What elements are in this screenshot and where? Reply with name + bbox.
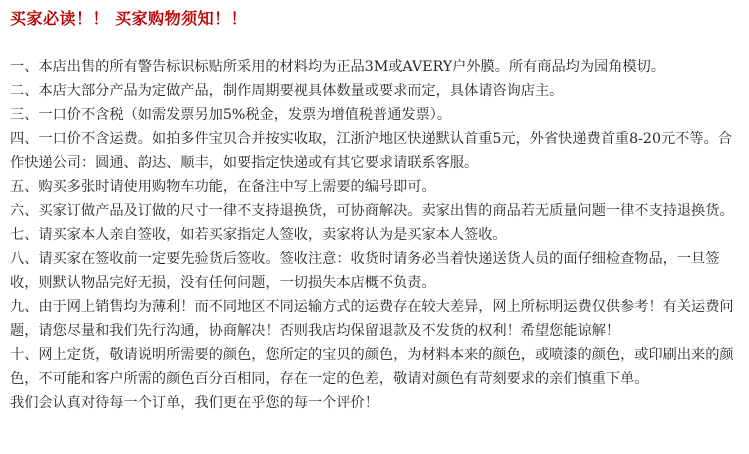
notice-item-closing: 我们会认真对待每一个订单，我们更在乎您的每一个评价！: [10, 395, 379, 411]
notice-item-freight: 九、由于网上销售均为薄利！而不同地区不同运输方式的运费存在较大差异，网上所标明运费仅供参考！有关运费问题，请您尽量和我们先行沟通，协商解决！否则我店均保留退款及不发货的权利！希望您能谅解！: [10, 299, 734, 339]
notice-item-signing: 七、请买家本人亲自签收，如若买家指定人签收，卖家将认为是买家本人签收。: [10, 227, 507, 243]
notice-item-shipping: 四、一口价不含运费。如拍多件宝贝合并按实收取，江浙沪地区快递默认首重5元，外省快递费首重8-20元不等。合作快递公司：圆通、韵达、顺丰，如要指定快递或有其它要求请联系客服。: [10, 131, 732, 171]
notice-item-tax: 三、一口价不含税（如需发票另加5%税金，发票为增值税普通发票）。: [10, 107, 452, 123]
notice-item-returns: 六、买家订做产品及订做的尺寸一律不支持退换货，可协商解决。卖家出售的商品若无质量问题一律不支持退换货。: [10, 203, 734, 219]
notice-item-inspection: 八、请买家在签收前一定要先验货后签收。签收注意：收货时请务必当着快递送货人员的面仔细检查物品，一旦签收，则默认物品完好无损，没有任何问题，一切损失本店概不负责。: [10, 251, 720, 291]
notice-item-materials: 一、本店出售的所有警告标识标贴所采用的材料均为正品3M或AVERY户外膜。所有商品均为园角模切。: [10, 59, 665, 75]
notice-title: 买家必读！！ 买家购物须知！！: [10, 9, 248, 28]
notice-item-color: 十、网上定货，敬请说明所需要的颜色，您所定的宝贝的颜色，为材料本来的颜色，或喷漆的颜色，或印刷出来的颜色，不可能和客户所需的颜色百分百相同，存在一定的色差，敬请对颜色有苛刻要求的亲们慎重下单。: [10, 347, 734, 387]
notice-list: [10, 55, 741, 415]
notice-item-cart: 五、购买多张时请使用购物车功能，在备注中写上需要的编号即可。: [10, 179, 436, 195]
notice-item-custom-production: 二、本店大部分产品为定做产品，制作周期要视具体数量或要求而定，具体请咨询店主。: [10, 83, 564, 99]
